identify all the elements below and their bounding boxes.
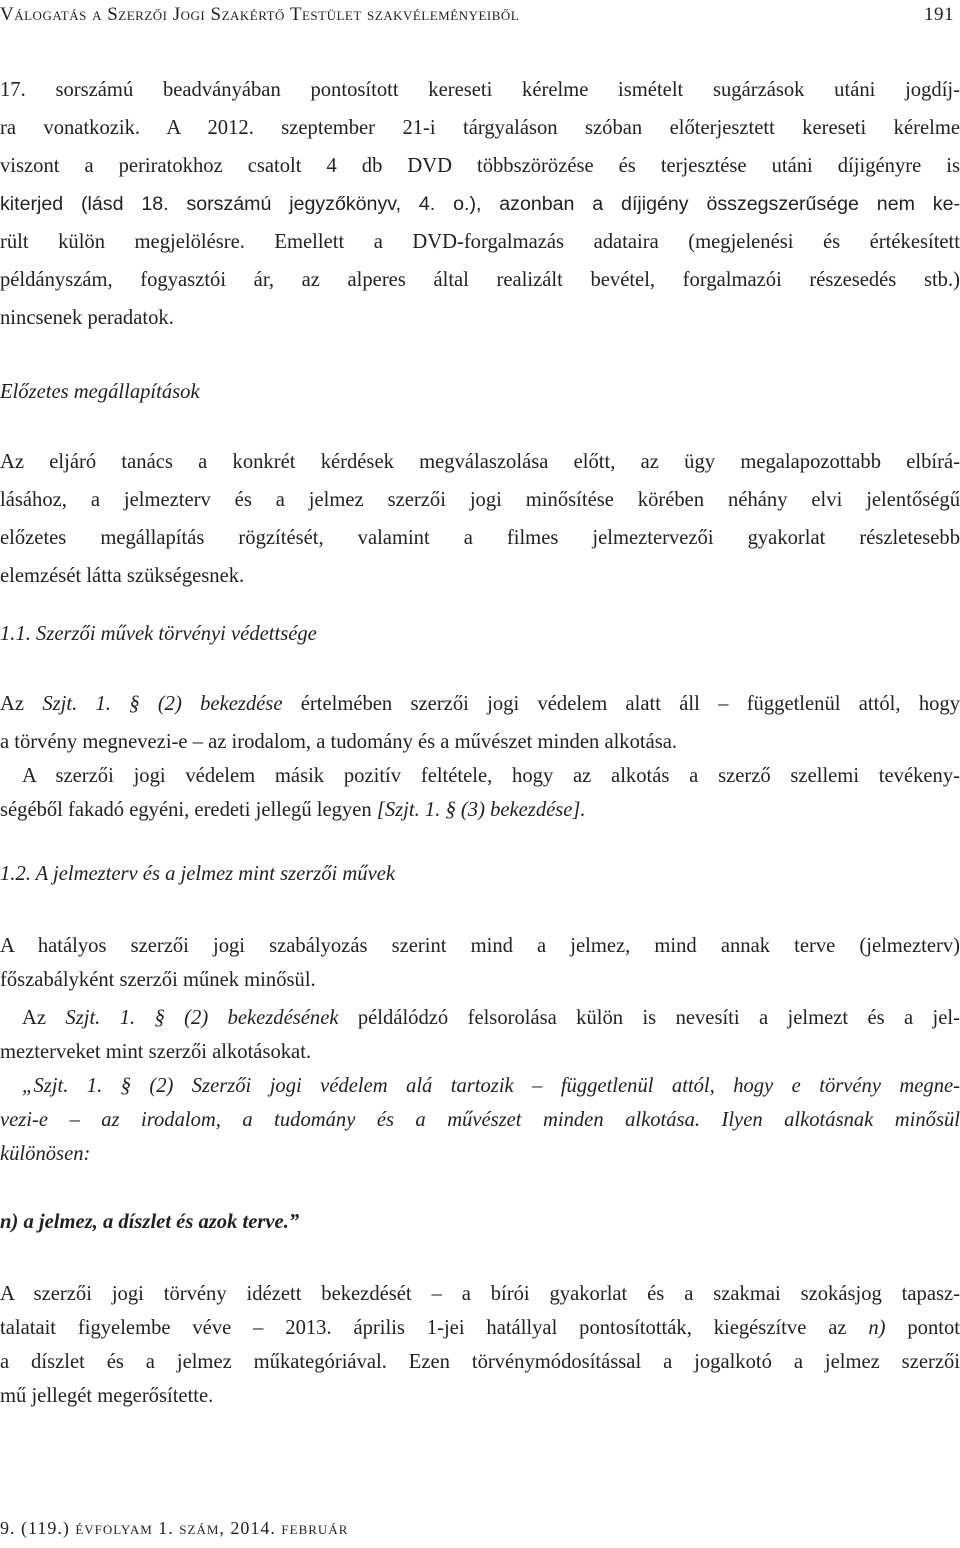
citation: Szjt. 1. § (2) bekezdésének: [65, 1007, 339, 1029]
body-line: [0, 224, 960, 260]
body-line: [0, 558, 960, 594]
body-line: [0, 928, 960, 964]
quote-line: [0, 1136, 960, 1172]
section-heading: [0, 374, 960, 410]
text-span: pontot: [885, 1317, 960, 1339]
body-line: [0, 444, 960, 480]
text-span: talatait figyelembe véve – 2013. április 1-jei hatállyal pontosították, kiegészítve az: [0, 1317, 869, 1339]
body-line: [0, 1034, 960, 1070]
text-span: előzetes megállapítás rögzítését, valamint a filmes jelmeztervezői gyakorlat részletesebb: [0, 527, 960, 549]
text-span: elemzését látta szükségesnek.: [0, 565, 245, 587]
text-span: mű jellegét megerősítette.: [0, 1385, 214, 1407]
body-line: [0, 262, 960, 298]
text-span: A szerzői jogi védelem másik pozitív feltétele, hogy az alkotás a szerző szellemi tevékeny-: [22, 765, 960, 787]
quote-item: [0, 1204, 960, 1240]
header-title: Válogatás a Szerzői Jogi Szakértő Testület szakvéleményeiből: [0, 4, 520, 25]
heading-text: 1.2. A jelmezterv és a jelmez mint szerzői művek: [0, 863, 396, 885]
body-line: [0, 1378, 960, 1414]
text-span: ségéből fakadó egyéni, eredeti jellegű legyen: [0, 799, 377, 821]
text-span: a díszlet és a jelmez műkategóriával. Ezen törvénymódosítással a jogalkotó a jelmez szerzői: [0, 1351, 960, 1373]
body-line: [0, 72, 960, 108]
quote-line: [0, 1102, 960, 1138]
text-span: különösen:: [0, 1143, 91, 1165]
text-span: értelmében szerzői jogi védelem alatt áll – függetlenül attól, hogy: [282, 693, 960, 715]
text-span: A szerzői jogi törvény idézett bekezdését – a bírói gyakorlat és a szakmai szokásjog tapasz-: [0, 1283, 960, 1305]
body-line: [0, 1344, 960, 1380]
heading-text: Előzetes megállapítások: [0, 381, 200, 403]
body-line: [0, 300, 960, 336]
text-span: nincsenek peradatok.: [0, 307, 174, 329]
body-line: [0, 482, 960, 518]
text-span: A hatályos szerzői jogi szabályozás szerint mind a jelmez, mind annak terve (jelmezterv): [0, 935, 960, 957]
body-line: [0, 520, 960, 556]
text-span: Az eljáró tanács a konkrét kérdések megválaszolása előtt, az ügy megalapozottabb elbírá-: [0, 451, 960, 473]
text-span: ra vonatkozik. A 2012. szeptember 21-i tárgyaláson szóban előterjesztett kereseti kérelme: [0, 117, 960, 139]
running-header: [0, 4, 960, 34]
body-line: [0, 792, 960, 828]
running-footer: 9. (119.) évfolyam 1. szám, 2014. február: [0, 1518, 349, 1538]
text-span: a törvény megnevezi-e – az irodalom, a tudomány és a művészet minden alkotása.: [0, 731, 678, 753]
text-span: példányszám, fogyasztói ár, az alperes által realizált bevétel, forgalmazói részesedés stb.): [0, 269, 960, 291]
text-span: főszabályként szerzői műnek minősül.: [0, 969, 316, 991]
body-line: [0, 148, 960, 184]
text-span: Az: [22, 1007, 66, 1029]
citation: Szjt. 1. § (2) bekezdése: [42, 693, 283, 715]
text-span: viszont a periratokhoz csatolt 4 db DVD többszörözése és terjesztése utáni díjigényre is: [0, 155, 960, 177]
text-span: példálódzó felsorolása külön is nevesíti a jelmezt és a jel-: [338, 1007, 960, 1029]
body-line: [0, 1310, 960, 1346]
text-span: lásához, a jelmezterv és a jelmez szerzői jogi minősítése körében néhány elvi jelentőségű: [0, 489, 960, 511]
subsection-heading: [0, 856, 960, 892]
subsection-heading: [0, 616, 960, 652]
text-span: 17. sorszámú beadványában pontosított kereseti kérelme ismételt sugárzások utáni jogdíj-: [0, 79, 960, 101]
body-line: [0, 962, 960, 998]
body-line: [0, 110, 960, 146]
body-line: [0, 758, 960, 794]
body-line: [0, 1000, 960, 1036]
body-line: [0, 1276, 960, 1312]
body-line: [0, 724, 960, 760]
heading-text: 1.1. Szerzői művek törvényi védettsége: [0, 623, 317, 645]
page-number: 191: [924, 4, 954, 25]
text-span: mezterveket mint szerzői alkotásokat.: [0, 1041, 312, 1063]
text-span: rült külön megjelölésre. Emellett a DVD-forgalmazás adataira (megjelenési és értékesített: [0, 231, 960, 253]
quote-line: [0, 1068, 960, 1104]
text-span: vezi-e – az irodalom, a tudomány és a művészet minden alkotása. Ilyen alkotásnak minősül: [0, 1109, 960, 1131]
citation: [Szjt. 1. § (3) bekezdése].: [376, 799, 586, 821]
body-line: [0, 686, 960, 722]
text-span: n) a jelmez, a díszlet és azok terve.”: [0, 1211, 300, 1233]
text-span: „Szjt. 1. § (2) Szerzői jogi védelem alá tartozik – függetlenül attól, hogy e törvény megne-: [22, 1075, 960, 1097]
body-line: [0, 186, 960, 222]
citation: n): [868, 1317, 886, 1339]
text-span: Az: [0, 693, 43, 715]
text-span: kiterjed (lásd 18. sorszámú jegyzőkönyv, 4. o.), azonban a díjigény összegszerűsége nem ke-: [0, 193, 960, 215]
